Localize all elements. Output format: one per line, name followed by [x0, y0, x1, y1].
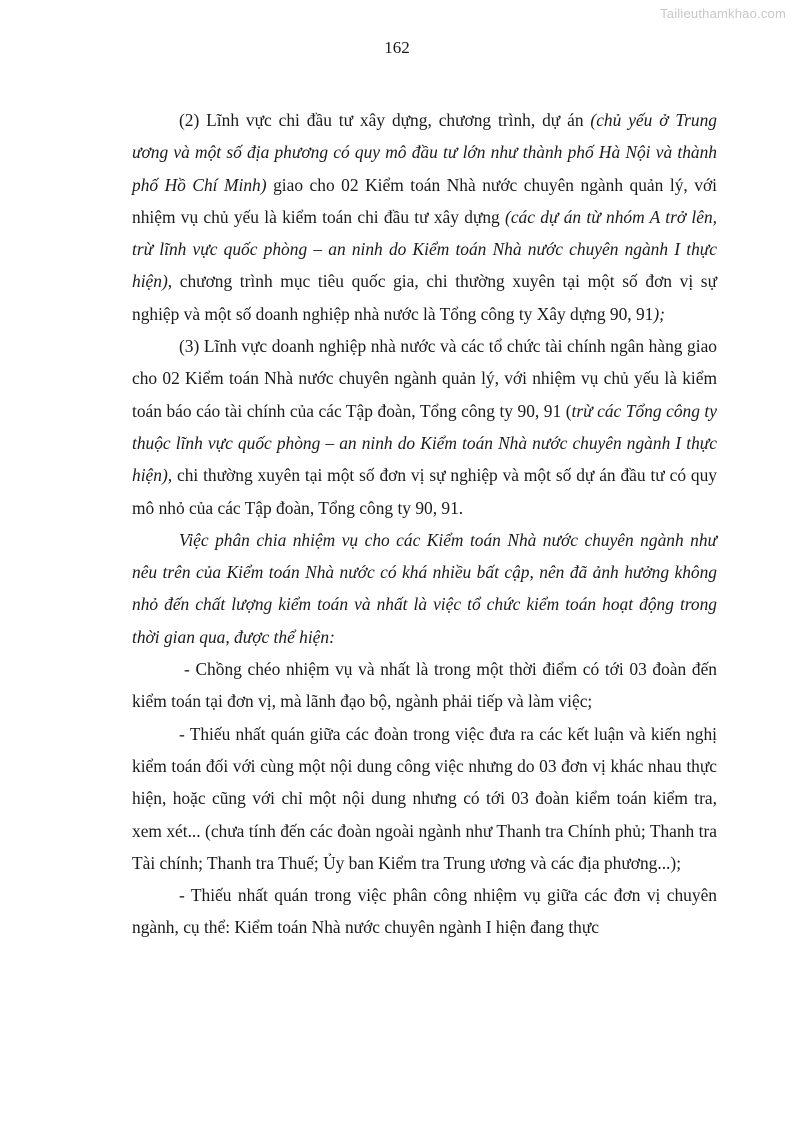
paragraph-assessment	[132, 524, 717, 653]
paragraph-italic-text: trừ các Tổng công ty thuộc lĩnh vực quốc phòng – an ninh do Kiểm toán Nhà nước chuyên ngành I thực hiện),	[132, 400, 717, 486]
watermark: Tailieuthamkhao.com	[660, 6, 786, 21]
paragraph-italic-text: );	[653, 303, 665, 324]
paragraph-italic-text: Việc phân chia nhiệm vụ cho các Kiểm toán Nhà nước chuyên ngành như nêu trên của Kiểm toán Nhà nước có khá nhiều bất cập, nên đã ảnh hưởng không nhỏ đến chất lượng kiểm toán và nhất là việc tổ chức kiểm toán hoạt động trong thời gian qua, được thể hiện:	[132, 529, 717, 647]
paragraph-text: , chương trình mục tiêu quốc gia, chi thường xuyên tại một số đơn vị sự nghiệp và một số doanh nghiệp nhà nước là Tổng công ty Xây dựng 90, 91	[132, 271, 717, 324]
page-number: 162	[384, 38, 410, 57]
paragraph-text: giao cho 02 Kiểm toán Nhà nước chuyên ngành quản lý, với nhiệm vụ chủ yếu là kiểm toán chi đầu tư xây dựng	[132, 174, 717, 227]
paragraph-italic-text: (chủ yếu ở Trung ương và một số địa phương có quy mô đầu tư lớn như thành phố Hà Nội và thành phố Hồ Chí Minh)	[132, 110, 717, 195]
document-body	[132, 104, 717, 944]
paragraph-italic-text: (các dự án từ nhóm A trở lên, trừ lĩnh vực quốc phòng – an ninh do Kiểm toán Nhà nước chuyên ngành I thực hiện)	[132, 206, 717, 292]
bullet-overlap: - Chồng chéo nhiệm vụ và nhất là trong một thời điểm có tới 03 đoàn đến kiểm toán tại đơn vị, mà lãnh đạo bộ, ngành phải tiếp và làm việc;	[132, 659, 717, 712]
paragraph-investment-sector	[132, 104, 717, 330]
bullet-inconsistency-teams: - Thiếu nhất quán giữa các đoàn trong việc đưa ra các kết luận và kiến nghị kiểm toán đối với cùng một nội dung công việc nhưng do 03 đơn vị khác nhau thực hiện, hoặc cũng với chỉ một nội dung nhưng có tới 03 đoàn kiểm toán kiểm tra, xem xét... (chưa tính đến các đoàn ngoài ngành như Thanh tra Chính phủ; Thanh tra Tài chính; Thanh tra Thuế; Ủy ban Kiểm tra Trung ương và các địa phương...);	[132, 723, 717, 873]
paragraph-text: chi thường xuyên tại một số đơn vị sự nghiệp và một số dự án đầu tư có quy mô nhỏ của các Tập đoàn, Tổng công ty 90, 91.	[132, 465, 717, 518]
paragraph-enterprise-sector	[132, 330, 717, 524]
bullet-inconsistency-assignment: - Thiếu nhất quán trong việc phân công nhiệm vụ giữa các đơn vị chuyên ngành, cụ thể: Kiểm toán Nhà nước chuyên ngành I hiện đang thực	[132, 885, 717, 938]
paragraph-text: (3) Lĩnh vực doanh nghiệp nhà nước và các tổ chức tài chính ngân hàng giao cho 02 Kiểm toán Nhà nước chuyên ngành quản lý, với nhiệm vụ chủ yếu là kiểm toán báo cáo tài chính của các Tập đoàn, Tổng công ty 90, 91 (	[132, 336, 717, 421]
paragraph-text: (2) Lĩnh vực chi đầu tư xây dựng, chương trình, dự án	[179, 110, 591, 130]
